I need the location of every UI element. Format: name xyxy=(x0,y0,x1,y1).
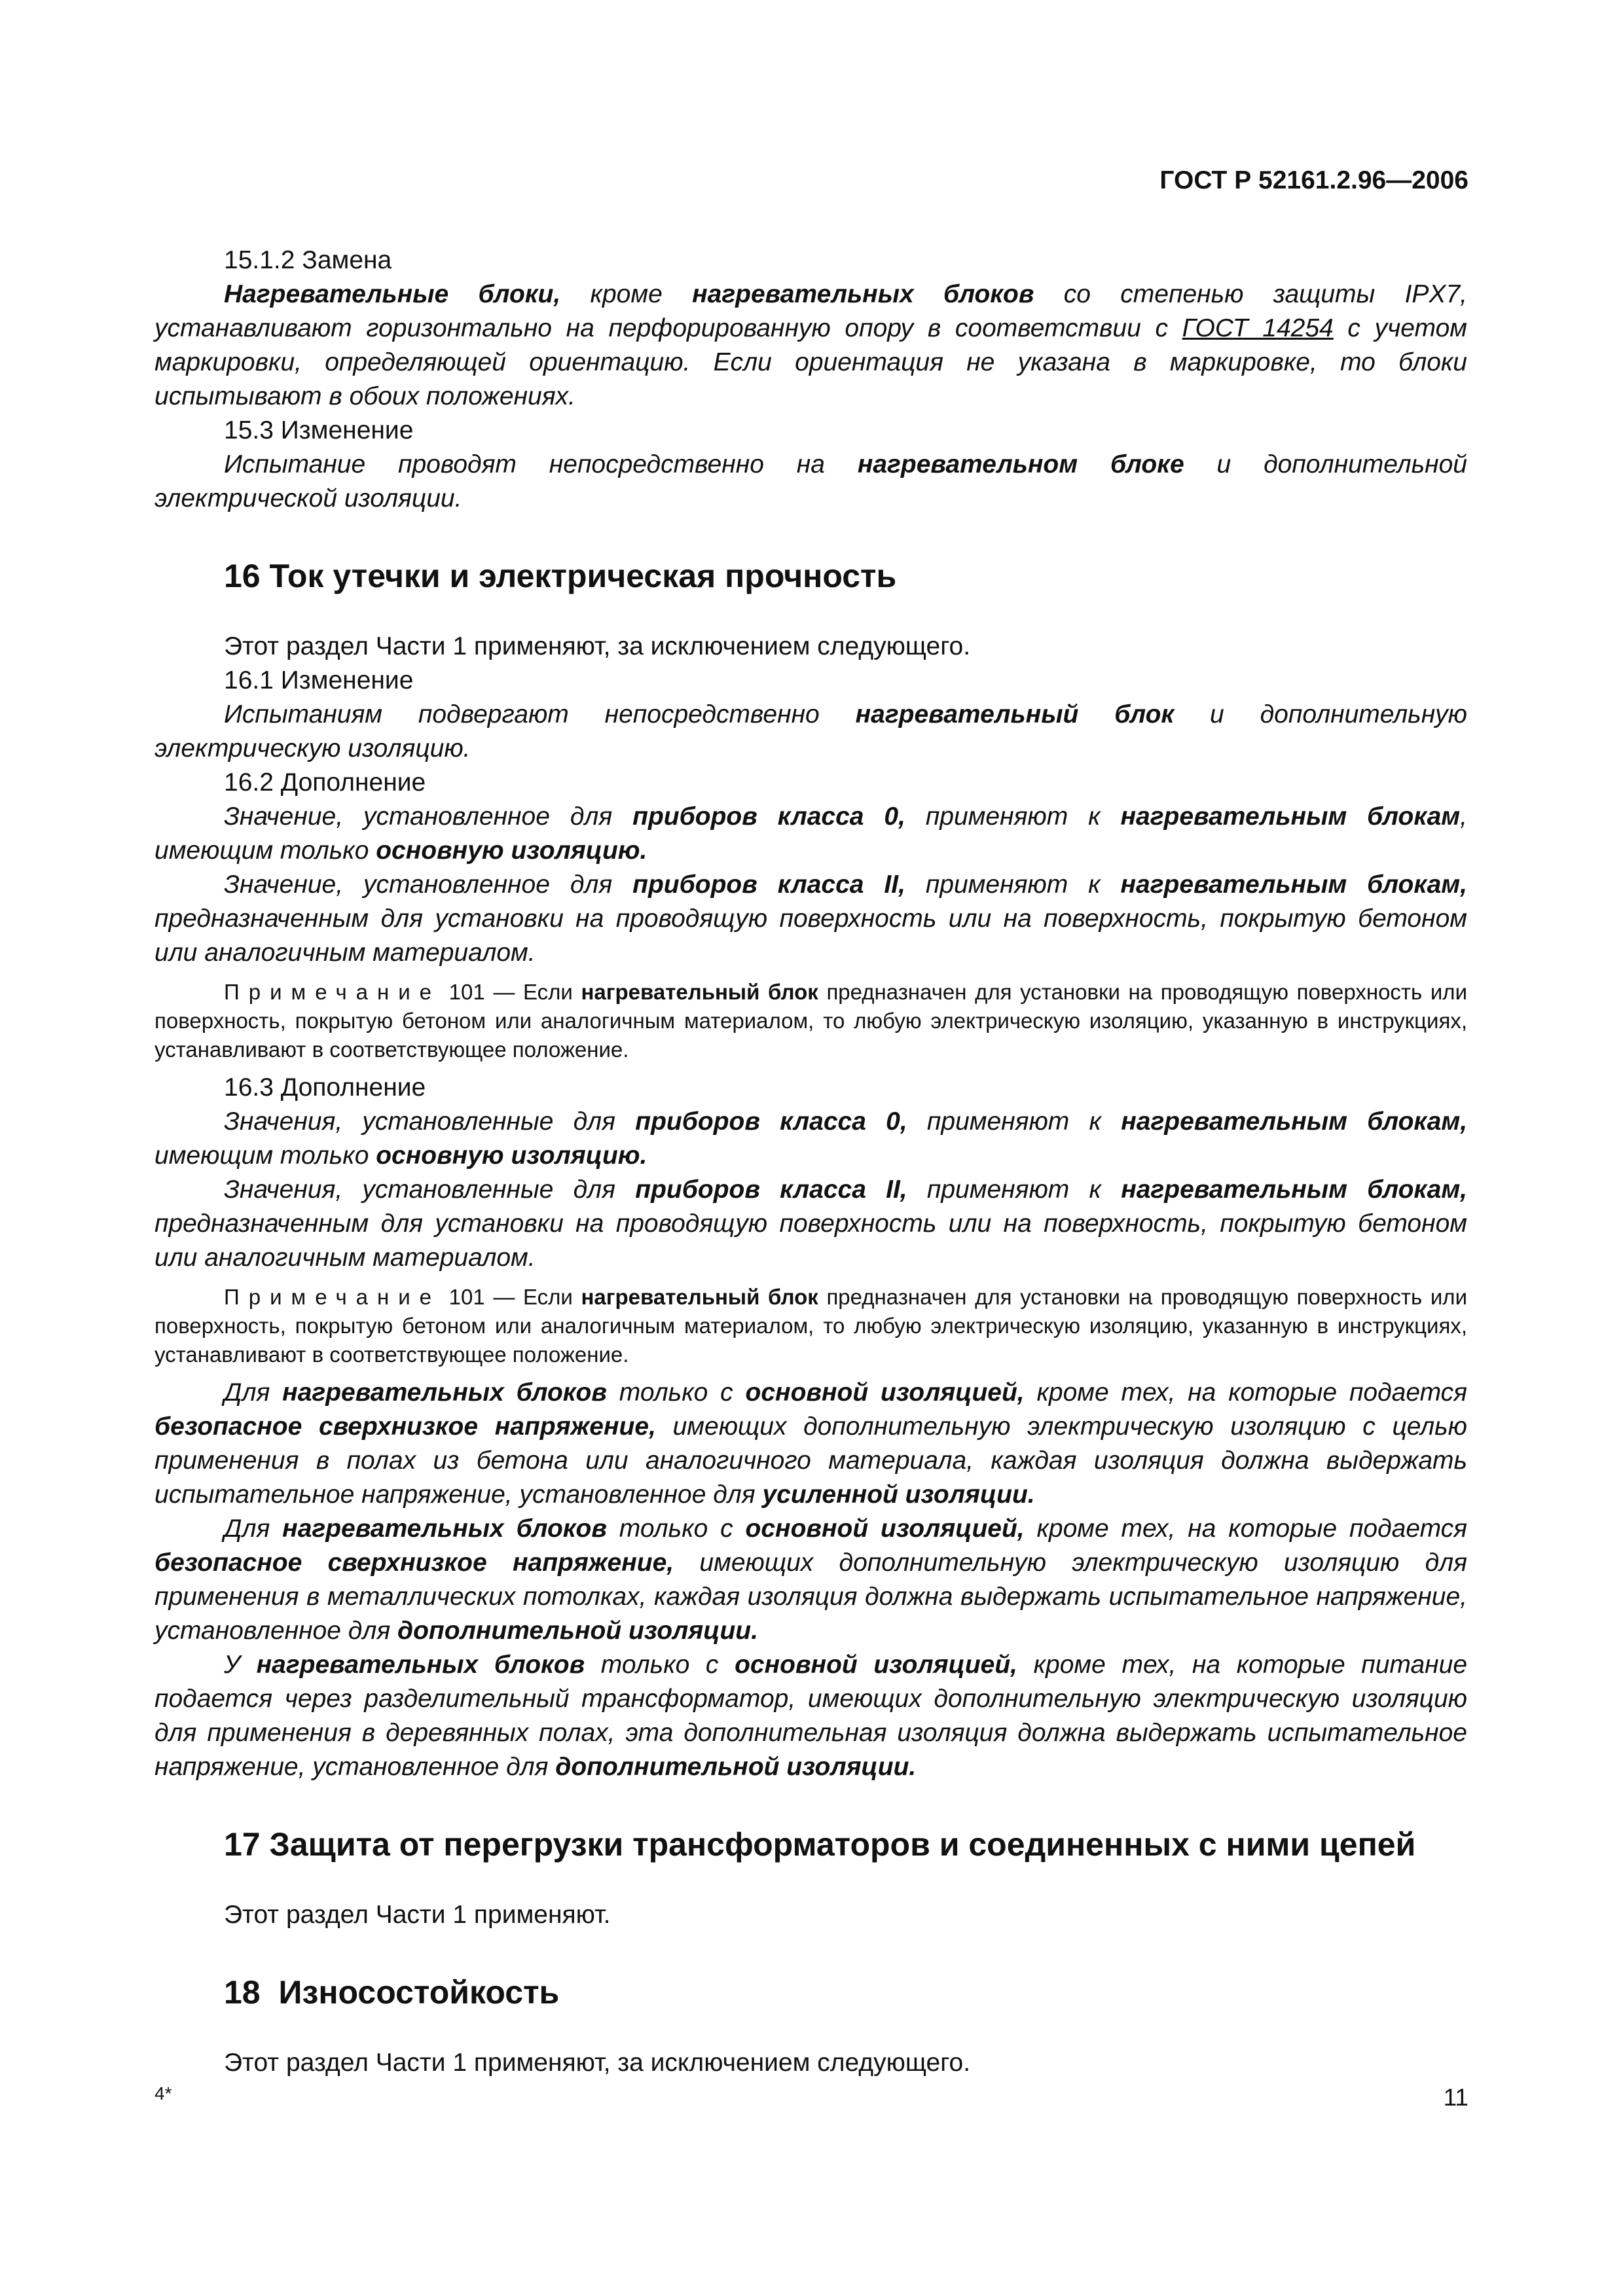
defined-term: основную изоляцию. xyxy=(376,1141,647,1170)
text-run: У xyxy=(224,1651,257,1679)
text-run: 101 — Если xyxy=(441,1285,581,1309)
text-run: и дополнительной электрической изоляции. xyxy=(155,450,1468,512)
text-run: Значение, установленное для xyxy=(224,802,633,831)
defined-term: безопасное сверхнизкое напряжение, xyxy=(155,1412,656,1441)
text-run: кроме тех, на которые подается xyxy=(1024,1378,1467,1407)
text-run: предназначен для установки на проводящую поверхность или поверхность, покрытую бетоном или аналогичным материалом, то любую электрическую изоляцию, указанную в инструкциях, устанавливают в соответствующее положение. xyxy=(155,1285,1467,1367)
page-number: 11 xyxy=(1443,2084,1468,2111)
defined-term: дополнительной изоляции. xyxy=(397,1617,758,1645)
text-run: Для xyxy=(224,1378,283,1407)
subclause-heading: 16.3 Дополнение xyxy=(224,1073,426,1102)
text-run: применяют к xyxy=(907,1175,1122,1204)
body-paragraph xyxy=(155,1376,1467,1512)
text-run: имеющих дополнительную электрическую изоляцию с целью применения в полах из бетона или аналогичного материала, каждая изоляция должна выдержать испытательное напряжение, установленное для xyxy=(155,1412,1467,1509)
defined-term: усиленной изоляции. xyxy=(762,1480,1035,1509)
body-paragraph xyxy=(155,800,1467,868)
body-paragraph xyxy=(155,1648,1467,1784)
defined-term: нагревательный блок xyxy=(855,700,1175,728)
section-heading-16: 16 Ток утечки и электрическая прочность xyxy=(224,558,897,594)
text-run: предназначенным для установки на проводящую поверхность или на поверхность, покрытую бетоном или аналогичным материалом. xyxy=(155,905,1467,967)
text-run: с учетом маркировки, определяющей ориентацию. Если ориентация не указана в маркировке, то блоки испытывают в обоих положениях. xyxy=(155,314,1467,410)
defined-term: безопасное сверхнизкое напряжение, xyxy=(155,1549,674,1577)
text-run: Значения, установленные для xyxy=(224,1107,636,1136)
note-label: Примечание xyxy=(224,980,441,1004)
defined-term: нагревательных блоков xyxy=(692,280,1034,308)
text-run: и дополнительную электрическую изоляцию. xyxy=(155,700,1467,762)
defined-term: основной изоляцией, xyxy=(745,1378,1025,1407)
text-run: Испытаниям подвергают непосредственно xyxy=(224,700,856,728)
subclause-heading: 16.1 Изменение xyxy=(224,666,414,694)
text-run: 101 — Если xyxy=(441,980,581,1004)
text-run: предназначенным для установки на проводящую поверхность или на поверхность, покрытую бетоном или аналогичным материалом. xyxy=(155,1210,1467,1272)
text-run: применяют к xyxy=(905,870,1121,899)
section-number: 18 xyxy=(224,1974,261,2011)
body-paragraph xyxy=(155,278,1467,414)
note-label: Примечание xyxy=(224,1285,441,1309)
section-intro: Этот раздел Части 1 применяют, за исключением следующего. xyxy=(224,2049,971,2077)
text-run: кроме тех, на которые подается xyxy=(1024,1515,1467,1543)
text-run: только с xyxy=(606,1515,746,1543)
subclause-heading: 15.3 Изменение xyxy=(224,416,414,444)
defined-term: приборов класса II, xyxy=(632,870,905,899)
defined-term: основной изоляцией, xyxy=(745,1515,1025,1543)
text-run: предназначен для установки на проводящую поверхность или поверхность, покрытую бетоном или аналогичным материалом, то любую электрическую изоляцию, указанную в инструкциях, устанавливают в соответствующее положение. xyxy=(155,980,1467,1062)
defined-term: Нагревательные блоки, xyxy=(224,280,561,308)
note-paragraph xyxy=(155,1283,1467,1369)
defined-term: нагревательный блок xyxy=(581,1285,818,1309)
body-paragraph xyxy=(155,698,1467,766)
defined-term: нагревательных блоков xyxy=(256,1651,585,1679)
subclause-heading: 16.2 Дополнение xyxy=(224,768,426,797)
body-paragraph xyxy=(155,1105,1467,1173)
text-run: имеющих дополнительную электрическую изоляцию для применения в металлических потолках, каждая изоляция должна выдержать испытательное напряжение, установленное для xyxy=(155,1549,1467,1645)
text-run: применяют к xyxy=(905,802,1121,831)
defined-term: приборов класса 0, xyxy=(632,802,905,831)
section-heading-18 xyxy=(224,1973,1467,2012)
defined-term: нагревательных блоков xyxy=(282,1515,607,1543)
text-run: имеющим только xyxy=(155,1141,376,1170)
text-run: , имеющим только xyxy=(155,802,1467,865)
section-intro: Этот раздел Части 1 применяют, за исключением следующего. xyxy=(224,632,971,660)
text-run: со степенью защиты IPX7, устанавливают горизонтально на перфорированную опору в соответствии с xyxy=(155,280,1467,342)
text-run: кроме тех, на которые питание подается через разделительный трансформатор, имеющих дополнительную электрическую изоляцию для применения в деревянных полах, эта дополнительная изоляция должна выдержать испытательное напряжение, установленное для xyxy=(155,1651,1468,1781)
text-run: Испытание проводят непосредственно на xyxy=(224,450,858,478)
body-paragraph xyxy=(155,868,1467,970)
standard-reference-link[interactable]: ГОСТ 14254 xyxy=(1182,314,1334,342)
note-paragraph xyxy=(155,978,1467,1064)
section-heading-17: 17 Защита от перегрузки трансформаторов и соединенных с ними цепей xyxy=(224,1826,1416,1863)
defined-term: нагревательным блокам, xyxy=(1121,1175,1468,1204)
text-run: только с xyxy=(585,1651,735,1679)
section-title: Износостойкость xyxy=(278,1974,560,2011)
section-intro: Этот раздел Части 1 применяют. xyxy=(224,1901,611,1929)
defined-term: нагревательном блоке xyxy=(857,450,1184,478)
defined-term: нагревательным блокам xyxy=(1120,802,1461,831)
text-run: Значение, установленное для xyxy=(224,870,633,899)
defined-term: нагревательным блокам, xyxy=(1121,1107,1468,1136)
defined-term: дополнительной изоляции. xyxy=(555,1753,917,1781)
defined-term: приборов класса II, xyxy=(635,1175,907,1204)
text-run: только с xyxy=(606,1378,746,1407)
defined-term: нагревательным блокам, xyxy=(1120,870,1467,899)
page-content xyxy=(155,243,1467,2080)
text-run: применяют к xyxy=(907,1107,1122,1136)
defined-term: нагревательных блоков xyxy=(282,1378,607,1407)
defined-term: приборов класса 0, xyxy=(635,1107,907,1136)
defined-term: нагревательный блок xyxy=(581,980,818,1004)
text-run: Значения, установленные для xyxy=(224,1175,636,1204)
text-run: кроме xyxy=(560,280,693,308)
body-paragraph xyxy=(155,1512,1467,1648)
sheet-mark: 4* xyxy=(155,2083,172,2104)
document-id-header: ГОСТ Р 52161.2.96—2006 xyxy=(1159,166,1468,194)
body-paragraph xyxy=(155,1173,1467,1275)
subclause-heading: 15.1.2 Замена xyxy=(224,246,392,274)
defined-term: основной изоляцией, xyxy=(735,1651,1017,1679)
defined-term: основную изоляцию. xyxy=(376,836,647,865)
body-paragraph xyxy=(155,448,1467,516)
text-run: Для xyxy=(224,1515,283,1543)
